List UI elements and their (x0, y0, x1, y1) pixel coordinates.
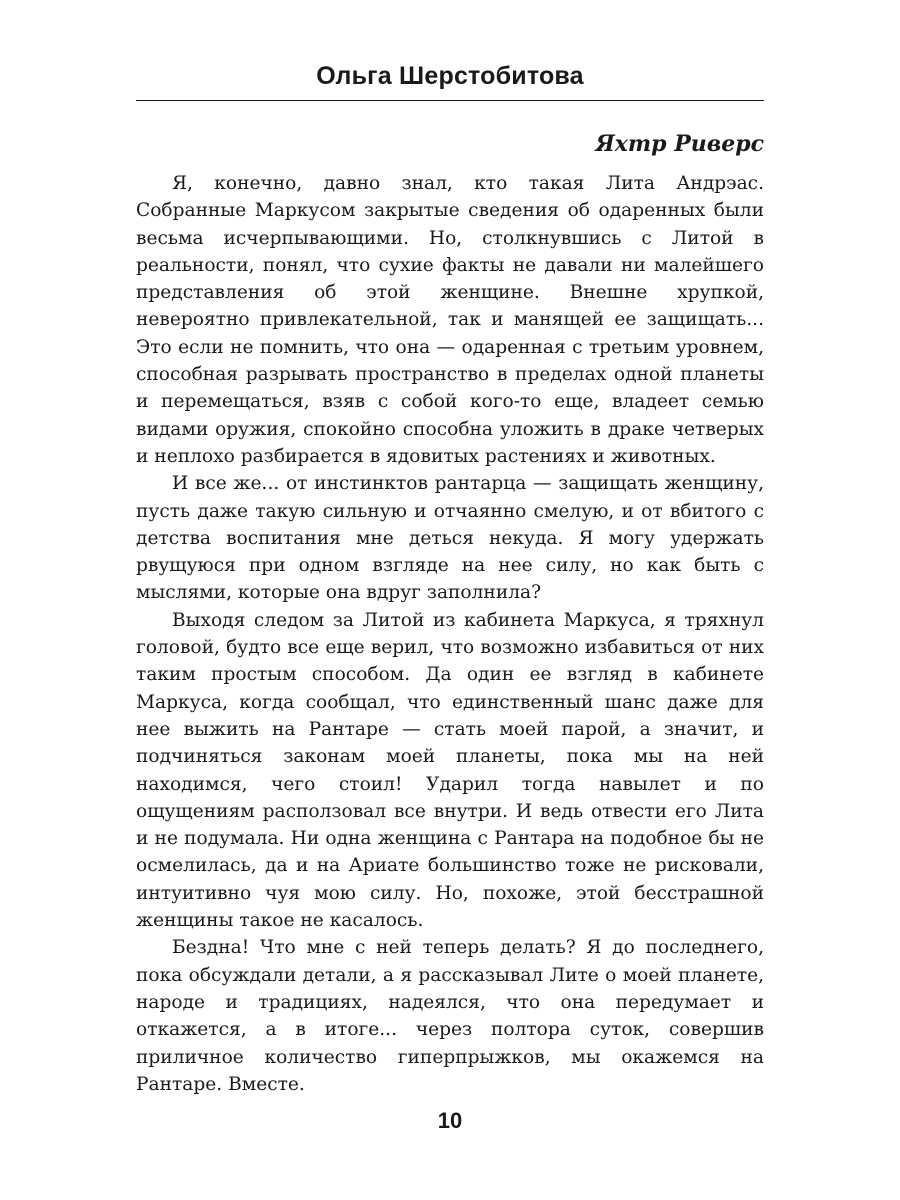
paragraph: И все же... от инстинктов рантарца — защищать женщину, пусть даже такую сильную и отчаянно смелую, и от вбитого с детства воспитания мне деться некуда. Я могу удержать рвущуюся при одном взгляде на нее силу, но как быть с мыслями, которые она вдруг заполнила? (136, 473, 764, 604)
page-number: 10 (437, 1108, 463, 1133)
paragraph: Выходя следом за Литой из кабинета Маркуса, я тряхнул головой, будто все еще верил, что возможно избавиться от них таким простым способом. Да один ее взгляд в кабинете Маркуса, когда сообщал, что единственный шанс даже для нее выжить на Рантаре — стать моей парой, а значит, и подчиняться законам моей планеты, пока мы на ней находимся, чего стоил! Ударил тогда навылет и по ощущениям расползовал все внутри. И ведь отвести его Лита и не подумала. Ни одна женщина с Рантара на подобное бы не осмелилась, да и на Ариате большинство тоже не рисковали, интуитивно чуя мою силу. Но, похоже, этой бесстрашной женщины такое не касалось. (136, 609, 764, 932)
paragraph: Я, конечно, давно знал, кто такая Лита Андрэас. Собранные Маркусом закрытые сведения об одаренных были весьма исчерпывающими. Но, столкнувшись с Литой в реальности, понял, что сухие факты не давали ни малейшего представления об этой женщине. Внешне хрупкой, невероятно привлекательной, так и манящей ее защищать... Это если не помнить, что она — одаренная с третьим уровнем, способная разрывать пространство в пределах одной планеты и перемещаться, взяв с собой кого-то еще, владеет семью видами оружия, спокойно способна уложить в драке четверых и неплохо разбирается в ядовитых растениях и животных. (136, 173, 764, 467)
body-text (136, 170, 764, 1098)
chapter-heading: Яхтр Риверс (595, 131, 764, 157)
header-rule (136, 100, 764, 101)
running-head-author: Ольга Шерстобитова (316, 62, 584, 90)
book-page (136, 0, 764, 1200)
paragraph: Бездна! Что мне с ней теперь делать? Я до последнего, пока обсуждали детали, а я рассказывал Лите о моей планете, народе и традициях, надеялся, что она передумает и откажется, а в итоге... через полтора суток, совершив приличное количество гиперпрыжков, мы окажемся на Рантаре. Вместе. (136, 937, 764, 1095)
